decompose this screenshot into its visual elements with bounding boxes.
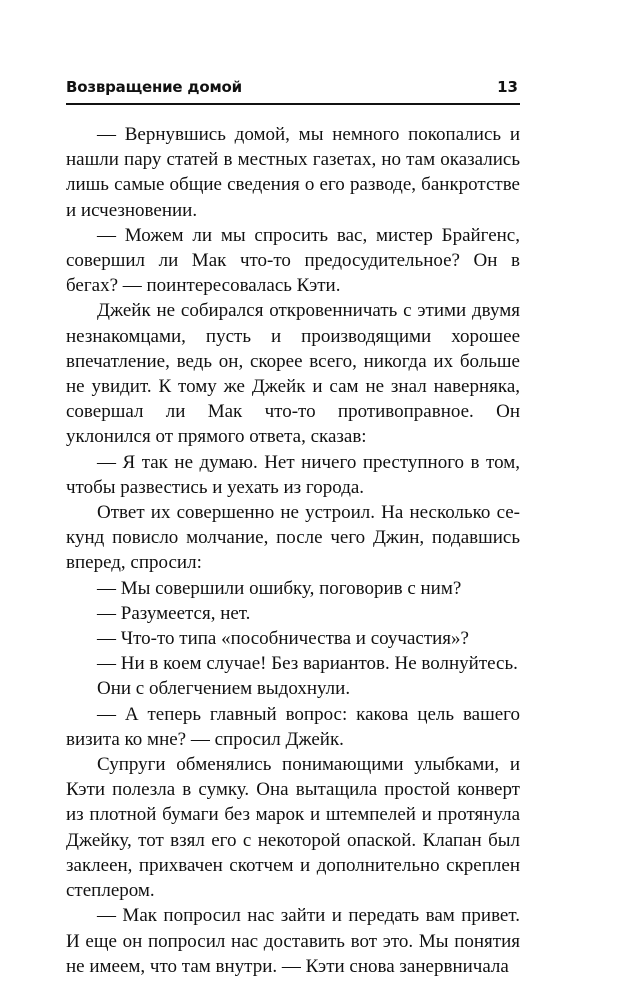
paragraph: — А теперь главный вопрос: какова цель вашего визита ко мне? — спросил Джейк. xyxy=(66,703,520,750)
paragraph: — Вернувшись домой, мы немного покопались и нашли пару статей в местных газетах, но там оказались лишь самые общие сведения о его разводе, банкротстве и исчезновении. xyxy=(66,124,520,221)
paragraph: — Я так не думаю. Нет ничего преступного в том, чтобы развестись и уехать из города. xyxy=(66,451,520,498)
paragraph: Ответ их совершенно не устроил. На несколько секунд повисло молчание, после чего Джин, подавшись вперед, спросил: xyxy=(66,502,520,574)
paragraph: Супруги обменялись понимающими улыбками, и Кэти полезла в сумку. Она вытащила простой конверт из плотной бумаги без марок и штемпелей и протянула Джейку, тот взял его с некоторой опаской. Клапан был заклеен, прихвачен скотчем и дополнительно скреплен степлером. xyxy=(66,754,520,902)
header-rule xyxy=(66,103,520,105)
body-text xyxy=(66,122,520,979)
paragraph: — Ни в коем случае! Без вариантов. Не волнуйтесь. xyxy=(97,653,518,675)
paragraph: — Мы совершили ошибку, поговорив с ним? xyxy=(97,577,462,599)
paragraph: Они с облегчением выдохнули. xyxy=(97,678,351,700)
paragraph: Джейк не собирался откровенничать с этими двумя незнакомцами, пусть и производящими хорошее впечатление, ведь он, скорее всего, никогда их больше не увидит. К тому же Джейк и сам не знал наверняка, совершал ли Мак что-то противоправное. Он уклонился от прямого ответа, сказав: xyxy=(66,300,520,448)
running-head: Возвращение домой xyxy=(66,78,242,96)
page-number: 13 xyxy=(497,78,518,96)
paragraph: — Можем ли мы спросить вас, мистер Брайгенс, совершил ли Мак что-то предосудительное? Он в бегах? — поинтересовалась Кэти. xyxy=(66,224,520,297)
paragraph: — Что-то типа «пособничества и соучастия»? xyxy=(97,628,469,650)
paragraph: — Разумеется, нет. xyxy=(97,602,251,624)
page-header xyxy=(66,78,520,100)
paragraph: — Мак попросил нас зайти и передать вам привет. И еще он попросил нас доставить вот это. Мы понятия не имеем, что там внутри. — Кэти снова занервничала xyxy=(66,905,520,977)
